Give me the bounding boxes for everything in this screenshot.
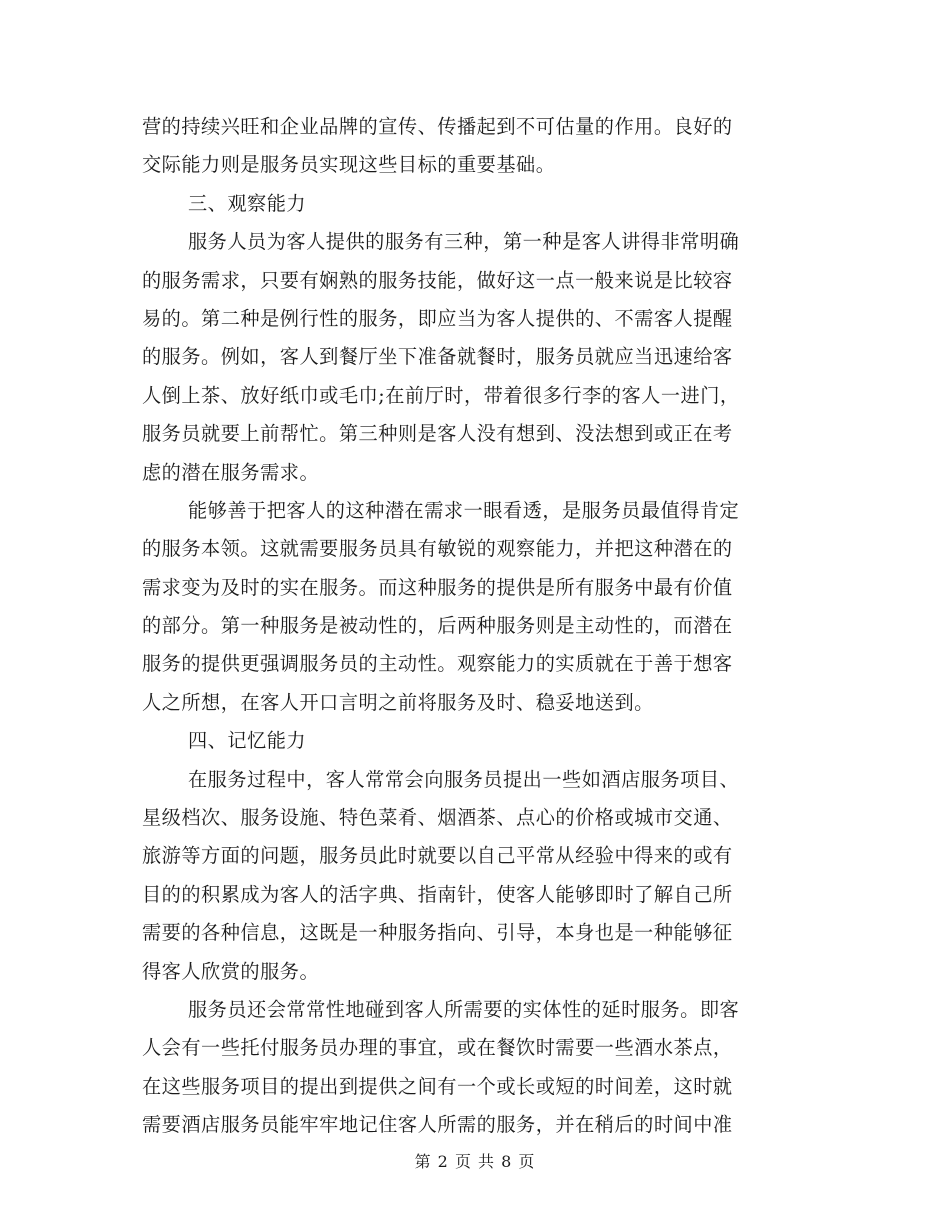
text-line: 的服务。例如，客人到餐厅坐下准备就餐时，服务员就应当迅速给客: [142, 345, 733, 369]
text-line: 的部分。第一种服务是被动性的，后两种服务则是主动性的，而潜在: [142, 614, 733, 638]
text-line: 营的持续兴旺和企业品牌的宣传、传播起到不可估量的作用。良好的: [142, 115, 733, 138]
text-line: 三、观察能力: [188, 191, 307, 215]
text-line: 虑的潜在服务需求。: [142, 460, 320, 484]
text-line: 需要的各种信息，这既是一种服务指向、引导，本身也是一种能够征: [142, 921, 733, 945]
document-body: [142, 108, 808, 1145]
text-line: 服务人员为客人提供的服务有三种，第一种是客人讲得非常明确: [188, 230, 740, 254]
text-line: 需求变为及时的实在服务。而这种服务的提供是所有服务中最有价值: [142, 575, 733, 599]
text-line: 交际能力则是服务员实现这些目标的重要基础。: [142, 153, 556, 177]
text-line: 四、记忆能力: [188, 729, 307, 753]
text-line: 需要酒店服务员能牢牢地记住客人所需的服务，并在稍后的时间中准: [142, 1113, 733, 1137]
page-footer: 第 2 页 共 8 页: [414, 1152, 536, 1171]
text-line: 服务员还会常常性地碰到客人所需要的实体性的延时服务。即客: [188, 997, 740, 1021]
text-line: 的服务本领。这就需要服务员具有敏锐的观察能力，并把这种潜在的: [142, 537, 733, 561]
text-line: 在服务过程中，客人常常会向服务员提出一些如酒店服务项目、: [188, 767, 740, 791]
text-line: 服务员就要上前帮忙。第三种则是客人没有想到、没法想到或正在考: [142, 422, 733, 446]
text-line: 人倒上茶、放好纸巾或毛巾;在前厅时，带着很多行李的客人一进门，: [142, 383, 740, 407]
text-line: 易的。第二种是例行性的服务，即应当为客人提供的、不需客人提醒: [142, 306, 733, 330]
text-line: 目的的积累成为客人的活字典、指南针，使客人能够即时了解自己所: [142, 882, 733, 906]
text-line: 旅游等方面的问题，服务员此时就要以自己平常从经验中得来的或有: [142, 844, 733, 868]
text-line: 得客人欣赏的服务。: [142, 959, 320, 983]
text-line: 服务的提供更强调服务员的主动性。观察能力的实质就在于善于想客: [142, 652, 733, 676]
text-line: 在这些服务项目的提出到提供之间有一个或长或短的时间差，这时就: [142, 1074, 733, 1098]
text-line: 人会有一些托付服务员办理的事宜，或在餐饮时需要一些酒水茶点，: [142, 1036, 733, 1060]
text-line: 能够善于把客人的这种潜在需求一眼看透，是服务员最值得肯定: [188, 498, 740, 522]
text-line: 的服务需求，只要有娴熟的服务技能，做好这一点一般来说是比较容: [142, 268, 733, 292]
text-line: 人之所想，在客人开口言明之前将服务及时、稳妥地送到。: [142, 690, 654, 714]
text-line: 星级档次、服务设施、特色菜肴、烟酒茶、点心的价格或城市交通、: [142, 806, 733, 830]
